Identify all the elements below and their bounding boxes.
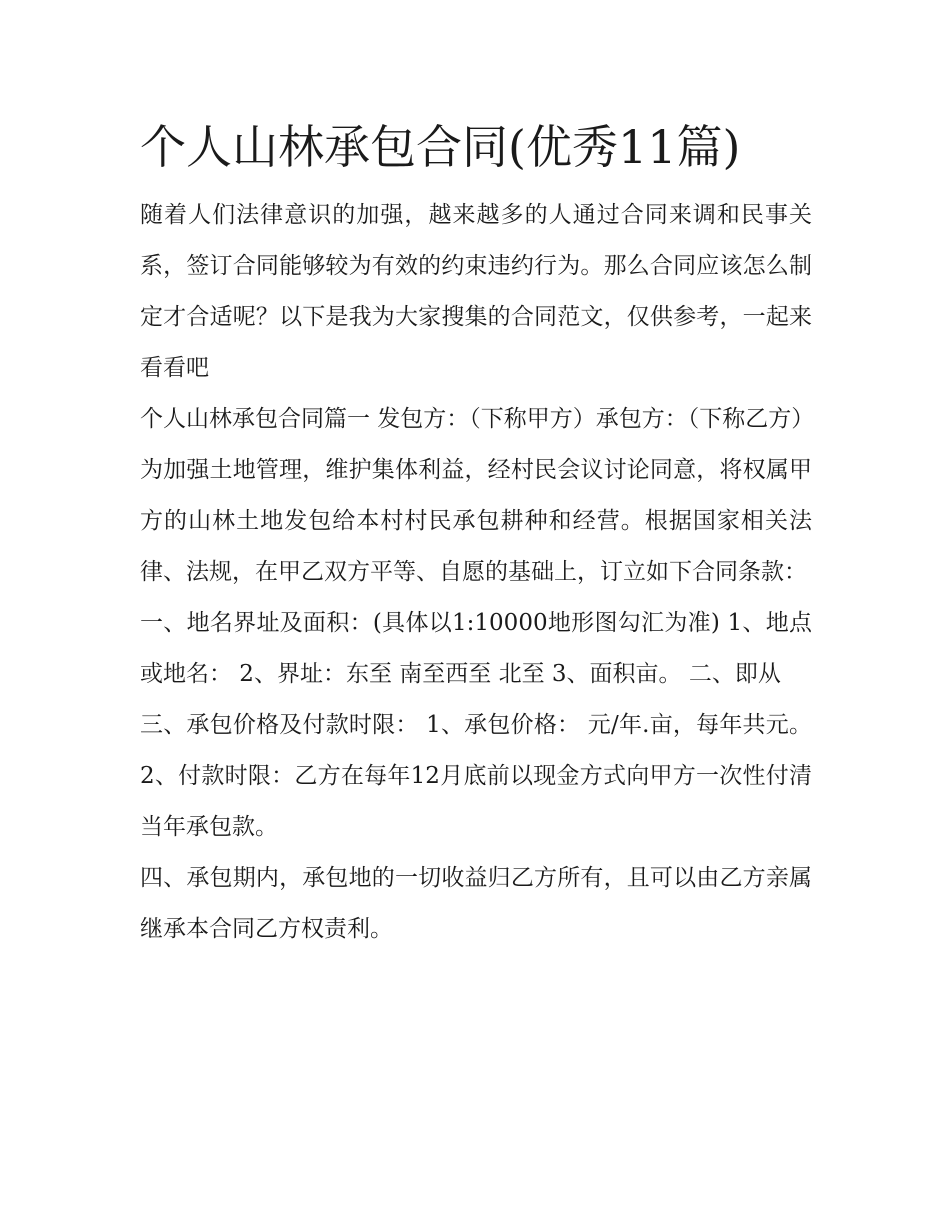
paragraph-clause-1: 一、地名界址及面积：(具体以1:10000地形图勾汇为准) 1、地点或地名： 2、界址：东至 南至西至 北至 3、面积亩。 二、即从	[140, 610, 812, 687]
paragraph-clause-3: 三、承包价格及付款时限： 1、承包价格： 元/年.亩，每年共元。 2、付款时限：乙方在每年12月底前以现金方式向甲方一次性付清当年承包款。	[140, 712, 812, 840]
paragraph-parties: 个人山林承包合同篇一 发包方：（下称甲方）承包方：（下称乙方）	[140, 406, 815, 432]
document-content	[140, 110, 815, 955]
document-title: 个人山林承包合同(优秀11篇)	[140, 120, 741, 174]
paragraph-clause-4: 四、承包期内，承包地的一切收益归乙方所有，且可以由乙方亲属继承本合同乙方权责利。	[140, 865, 812, 942]
paragraph-purpose: 为加强土地管理，维护集体利益，经村民会议讨论同意，将权属甲方的山林土地发包给本村村民承包耕种和经营。根据国家相关法律、法规，在甲乙双方平等、自愿的基础上，订立如下合同条款：	[140, 457, 812, 585]
paragraph-intro: 随着人们法律意识的加强，越来越多的人通过合同来调和民事关系，签订合同能够较为有效的约束违约行为。那么合同应该怎么制定才合适呢？以下是我为大家搜集的合同范文，仅供参考，一起来看看吧	[140, 202, 812, 381]
